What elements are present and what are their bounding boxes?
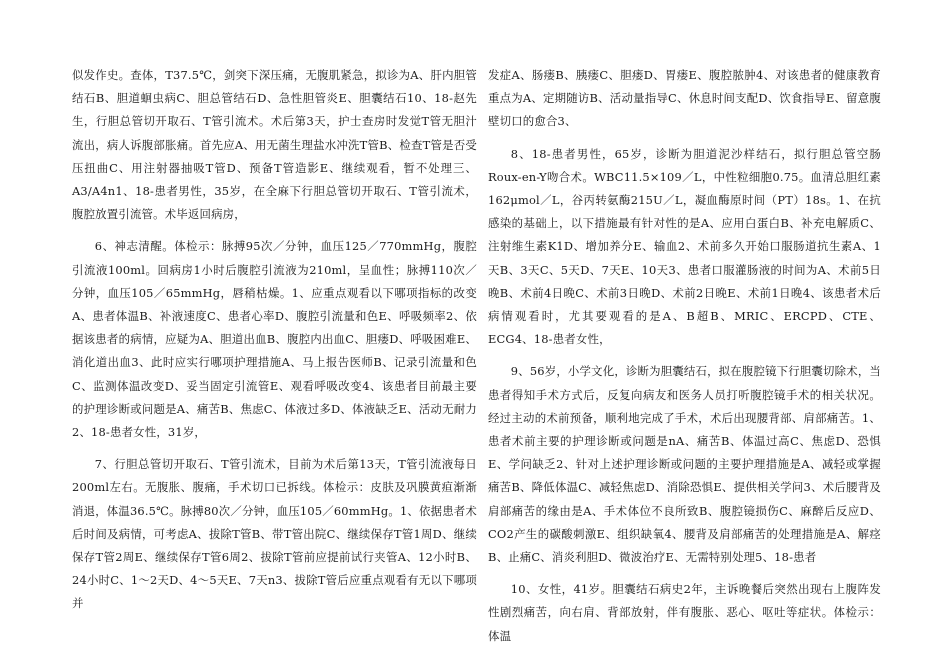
right-column xyxy=(488,64,881,657)
paragraph-question-10: 10、女性，41岁。胆囊结石病史2年，主诉晚餐后突然出现右上腹阵发性剧烈痛苦，向右肩、背部放射，伴有腹胀、恶心、呕吐等症状。体检示：体温 xyxy=(488,582,881,643)
paragraph-question-9: 9、56岁，小学文化，诊断为胆囊结石，拟在腹腔镜下行胆囊切除术，当患者得知手术方式后，反复向病友和医务人员打听腹腔镜手术的相关状况。经过主动的术前预备，顺利地完成了手术，术后出现腰背部、肩部痛苦。1、患者术前主要的护理诊断或问题是nA、痛苦B、体温过高C、焦虑D、恐惧E、学问缺乏2、针对上述护理诊断或问题的主要护理措施是A、减轻或掌握痛苦B、降低体温C、减轻焦虑D、消除恐惧E、提供相关学问3、术后腰背及肩部痛苦的缘由是A、手术体位不良所致B、腹腔镜损伤C、麻醉后反应D、CO2产生的碳酸刺激E、组织缺氧4、腰背及肩部痛苦的处理措施是A、解痉B、止痛C、消炎利胆D、微波治疗E、无需特别处理5、18-患者 xyxy=(488,364,881,565)
paragraph: 发症A、肠瘘B、胰瘘C、胆瘘D、胃瘘E、腹腔脓肿4、对该患者的健康教育重点为A、定期随访B、活动量指导C、休息时间支配D、饮食指导E、留意腹壁切口的愈合3、 xyxy=(488,68,881,129)
paragraph-question-7: 7、行胆总管切开取石、T管引流术，目前为术后第13天，T管引流液每日200ml左右。无腹胀、腹痛，手术切口已拆线。体检示：皮肤及巩膜黄疸渐渐消退，体温36.5℃。脉搏80次／分钟，血压105／60mmHg。1、依据患者术后时间及病情，可考虑A、拔除T管B、带T管出院C、继续保存T管1周D、继续保存T管2周E、继续保存T管6周2、拔除T管前应提前试行夹管A、12小时B、24小时C、1～2天D、4～5天E、7天n3、拔除T管后应重点观看有无以下哪项并 xyxy=(72,457,477,611)
paragraph: 似发作史。查体，T37.5℃，剑突下深压痛，无腹肌紧急，拟诊为A、肝内胆管结石B、胆道蛔虫病C、胆总管结石D、急性胆管炎E、胆囊结石10、18-赵先生，行胆总管切开取石、T管引流术。术后第3天，护士查房时发觉T管无胆汁流出，病人诉腹部胀痛。首先应A、用无菌生理盐水冲洗T管B、检查T管是否受压扭曲C、用注射器抽吸T管D、预备T管造影E、继续观看，暂不处理三、A3/A4n1、18-患者男性，35岁，在全麻下行胆总管切开取石、T管引流术，腹腔放置引流管。术毕返回病房， xyxy=(72,68,477,222)
paragraph-question-6: 6、神志清醒。体检示：脉搏95次／分钟，血压125／770mmHg，腹腔引流液100ml。回病房1小时后腹腔引流液为210ml，呈血性；脉搏110次／分钟，血压105／65mmHg，唇稍枯燥。1、应重点观看以下哪项指标的改变A、患者体温B、补液速度C、患者心率D、腹腔引流量和色E、呼吸频率2、依据该患者的病情，应疑为A、胆道出血B、腹腔内出血C、胆瘘D、呼吸困难E、消化道出血3、此时应实行哪项护理措施A、马上报告医师B、记录引流量和色C、监测体温改变D、妥当固定引流管E、观看呼吸改变4、该患者目前最主要的护理诊断或问题是A、痛苦B、焦虑C、体液过多D、体液缺乏E、活动无耐力2、18-患者女性，31岁， xyxy=(72,239,477,440)
left-column xyxy=(72,64,477,625)
paragraph-question-8: 8、18-患者男性，65岁，诊断为胆道泥沙样结石，拟行胆总管空肠Roux-en-Y吻合术。WBC11.5×109／L，中性粒细胞0.75。血清总胆红素162μmol／L，谷丙转氨酶215U／L，凝血酶原时间（PT）18s。1、在抗感染的基础上，以下措施最有针对性的是A、应用白蛋白B、补充电解质C、注射维生素K1D、增加养分E、输血2、术前多久开始口服肠道抗生素A、1天B、3天C、5天D、7天E、10天3、患者口服灌肠液的时间为A、术前5日晚B、术前4日晚C、术前3日晚D、术前2日晚E、术前1日晚4、该患者术后病情观看时，尤其要观看的是A、B超B、MRIC、ERCPD、CTE、ECG4、18-患者女性， xyxy=(488,146,881,347)
